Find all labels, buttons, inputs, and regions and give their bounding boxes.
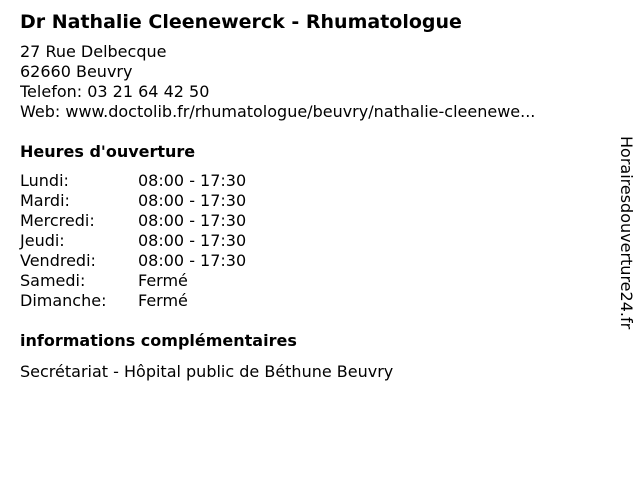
brand-watermark: Horairesdouverture24.fr <box>617 136 636 330</box>
hours-row-wednesday <box>20 211 600 231</box>
address-street: 27 Rue Delbecque <box>20 42 167 61</box>
hours-day: Lundi: <box>20 171 69 190</box>
hours-time: 08:00 - 17:30 <box>138 251 247 270</box>
hours-time: 08:00 - 17:30 <box>138 191 247 210</box>
website-link: Web: www.doctolib.fr/rhumatologue/beuvry/nathalie-cleenewe... <box>20 102 536 121</box>
hours-time: 08:00 - 17:30 <box>138 231 247 250</box>
hours-time: Fermé <box>138 291 188 310</box>
hours-day: Mardi: <box>20 191 70 210</box>
hours-row-thursday <box>20 231 600 251</box>
hours-day: Jeudi: <box>20 231 65 250</box>
info-text: Secrétariat - Hôpital public de Béthune Beuvry <box>20 362 394 381</box>
page-title: Dr Nathalie Cleenewerck - Rhumatologue <box>20 11 462 33</box>
hours-time: 08:00 - 17:30 <box>138 171 247 190</box>
hours-day: Samedi: <box>20 271 86 290</box>
address-block <box>20 42 600 122</box>
hours-row-sunday <box>20 291 600 311</box>
hours-day: Dimanche: <box>20 291 107 310</box>
address-city: 62660 Beuvry <box>20 62 133 81</box>
hours-day: Mercredi: <box>20 211 95 230</box>
hours-time: Fermé <box>138 271 188 290</box>
hours-heading: Heures d'ouverture <box>20 142 196 161</box>
info-heading: informations complémentaires <box>20 331 297 350</box>
phone-number: Telefon: 03 21 64 42 50 <box>20 82 210 101</box>
hours-row-friday <box>20 251 600 271</box>
business-card <box>20 8 600 382</box>
hours-table <box>20 171 600 311</box>
hours-time: 08:00 - 17:30 <box>138 211 247 230</box>
hours-day: Vendredi: <box>20 251 96 270</box>
hours-row-tuesday <box>20 191 600 211</box>
hours-row-monday <box>20 171 600 191</box>
hours-row-saturday <box>20 271 600 291</box>
